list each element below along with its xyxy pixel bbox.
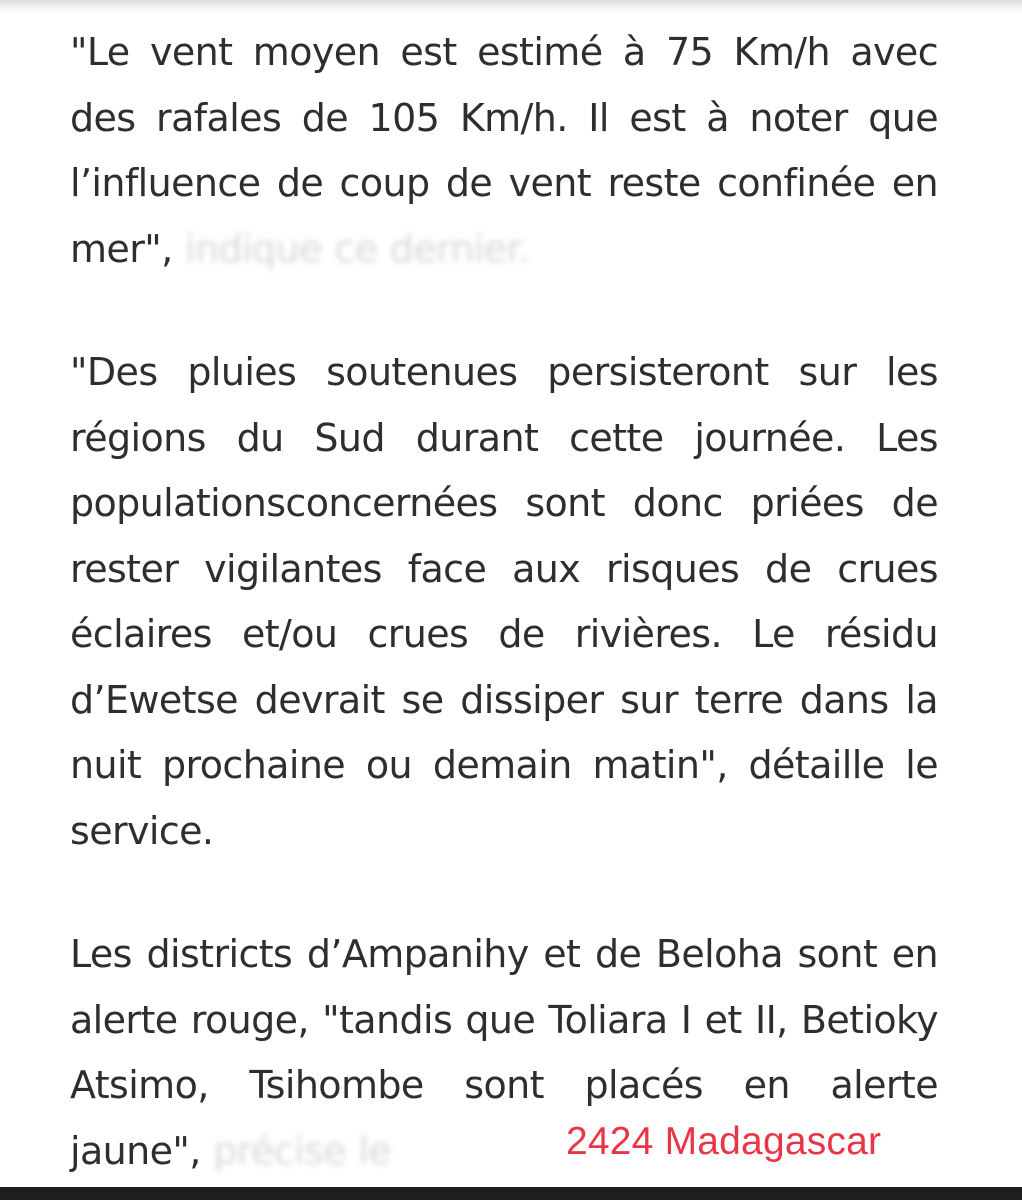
paragraph-wind [70, 20, 938, 282]
top-shadow [0, 0, 1022, 14]
paragraph-districts-text: Les districts d’Ampanihy et de Beloha sont en alerte rouge, "tandis que Toliara I et II, Betioky Atsimo, Tsihombe sont placés en alerte jaune", [70, 932, 938, 1173]
bottom-bar [0, 1187, 1022, 1200]
paragraph-districts-faded-text: précise le [213, 1128, 392, 1173]
paragraph-rain [70, 340, 938, 864]
paragraph-wind-faded-text: indique ce dernier. [185, 226, 530, 271]
watermark: 2424 Madagascar [566, 1120, 882, 1163]
paragraph-wind-text: "Le vent moyen est estimé à 75 Km/h avec des rafales de 105 Km/h. Il est à noter que l’influence de coup de vent reste confinée en mer", [70, 30, 938, 271]
article-body [70, 20, 938, 1184]
paragraph-rain-text: "Des pluies soutenues persisteront sur les régions du Sud durant cette journée. Les populationsconcernées sont donc priées de rester vigilantes face aux risques de crues éclaires et/ou crues de rivières. Le résidu d’Ewetse devrait se dissiper sur terre dans la nuit prochaine ou demain matin", détaille le service. [70, 350, 938, 853]
